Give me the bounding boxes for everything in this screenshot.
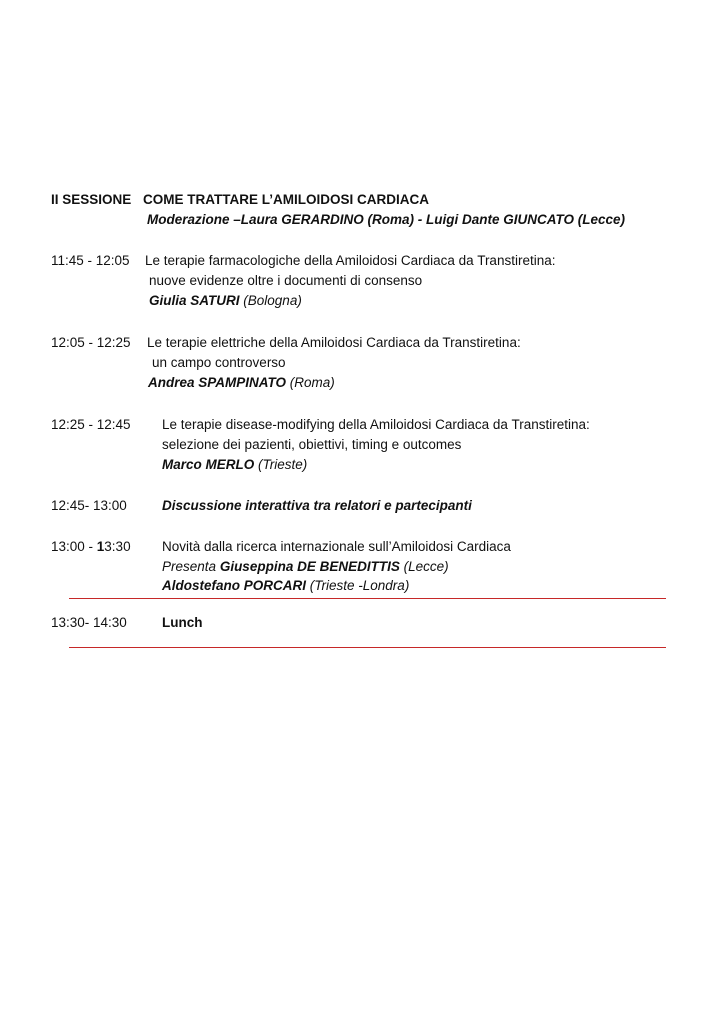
item-speaker: [148, 374, 335, 392]
time-part: 3:30: [104, 539, 131, 554]
item-title: Novità dalla ricerca internazionale sull’Amiloidosi Cardiaca: [162, 539, 511, 554]
presenter-prefix: Presenta: [162, 559, 217, 574]
speaker-place: (Roma): [289, 375, 335, 390]
speaker-place: (Trieste -Londra): [309, 578, 410, 593]
presenter-place: (Lecce): [403, 559, 449, 574]
speaker-name: Aldostefano PORCARI: [162, 578, 307, 593]
item-title: Le terapie farmacologiche della Amiloidosi Cardiaca da Transtiretina:: [145, 253, 556, 268]
item-time: 13:30- 14:30: [51, 615, 127, 630]
item-time: 12:45- 13:00: [51, 498, 127, 513]
item-presenter: [162, 558, 449, 576]
session-label: II SESSIONE: [51, 192, 132, 207]
divider-rule: [69, 598, 666, 599]
speaker-place: (Bologna): [243, 293, 302, 308]
item-title-cont: nuove evidenze oltre i documenti di consenso: [149, 273, 423, 288]
session-moderation: Moderazione –Laura GERARDINO (Roma) - Luigi Dante GIUNCATO (Lecce): [147, 212, 626, 227]
item-title: Le terapie disease-modifying della Amiloidosi Cardiaca da Transtiretina:: [162, 417, 590, 432]
item-time: [51, 538, 131, 556]
item-time: 11:45 - 12:05: [51, 253, 130, 268]
item-title: Le terapie elettriche della Amiloidosi Cardiaca da Transtiretina:: [147, 335, 521, 350]
item-speaker: [149, 292, 302, 310]
item-title: Lunch: [162, 615, 203, 630]
time-part: 13:00 -: [51, 539, 97, 554]
time-part-bold: 1: [96, 539, 105, 554]
speaker-name: Andrea SPAMPINATO: [148, 375, 287, 390]
item-speaker: [162, 456, 307, 474]
item-speaker: [162, 577, 409, 595]
session-title: COME TRATTARE L’AMILOIDOSI CARDIACA: [143, 192, 429, 207]
item-time: 12:05 - 12:25: [51, 335, 131, 350]
speaker-place: (Trieste): [258, 457, 308, 472]
item-title-cont: selezione dei pazienti, obiettivi, timing e outcomes: [162, 437, 462, 452]
item-time: 12:25 - 12:45: [51, 417, 131, 432]
speaker-name: Marco MERLO: [162, 457, 255, 472]
item-title: Discussione interattiva tra relatori e partecipanti: [162, 498, 472, 513]
speaker-name: Giulia SATURI: [149, 293, 240, 308]
item-title-cont: un campo controverso: [152, 355, 286, 370]
divider-rule: [69, 647, 666, 648]
presenter-name: Giuseppina DE BENEDITTIS: [219, 559, 400, 574]
